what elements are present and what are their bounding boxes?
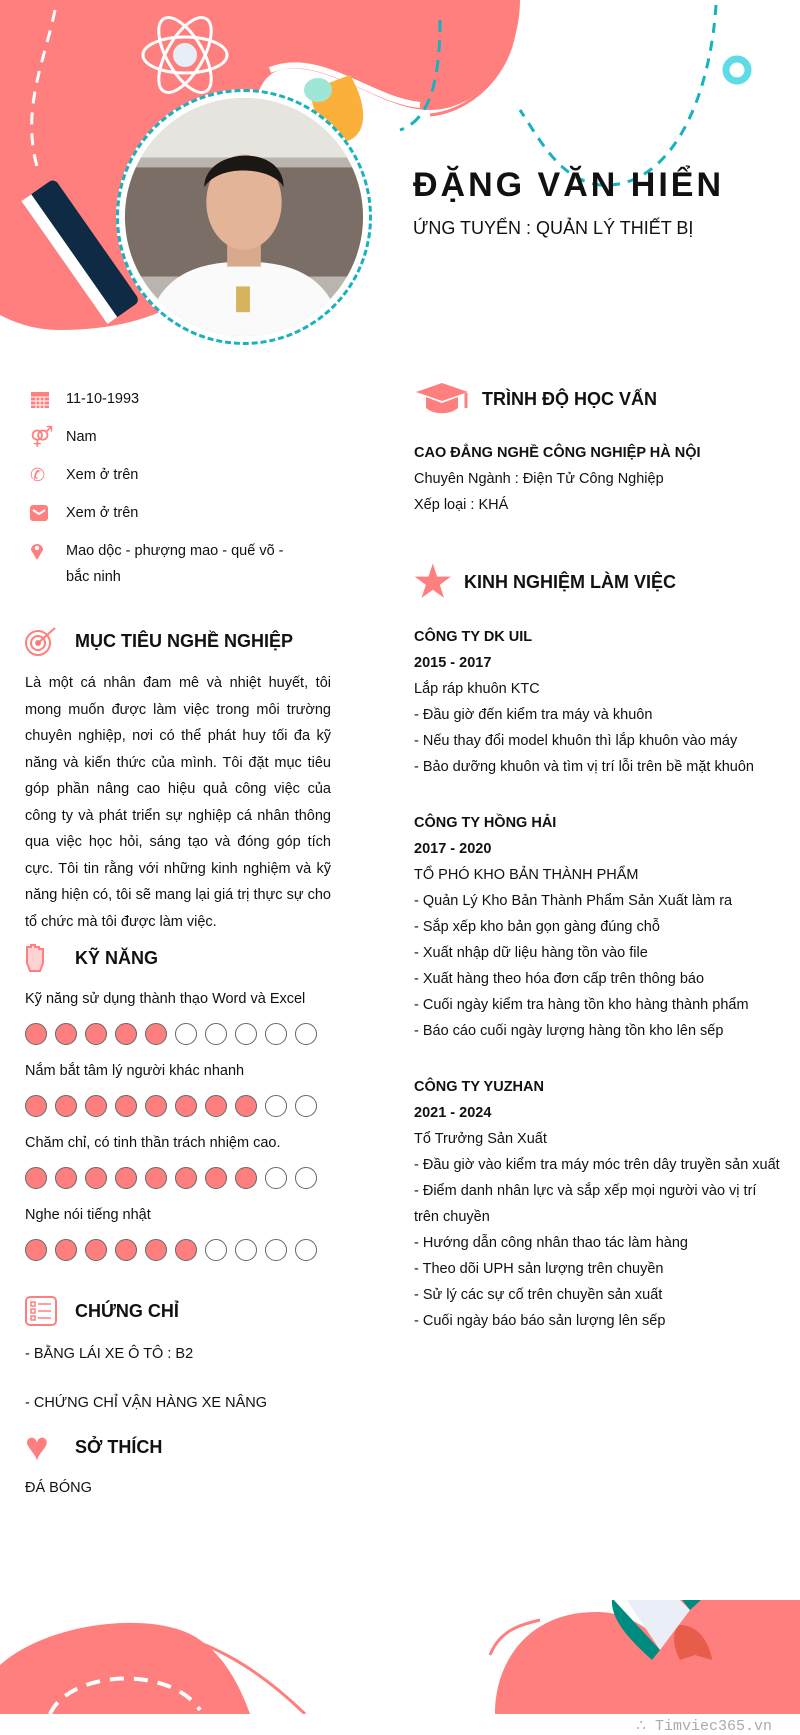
- rating-dot-filled: [55, 1167, 77, 1189]
- section-heading: [25, 626, 331, 656]
- section-heading: [25, 943, 331, 973]
- skill-label: Kỹ năng sử dụng thành thạo Word và Excel: [25, 991, 306, 1007]
- job-duty: - Sử lý các sự cố trên chuyền sản xuất: [414, 1287, 663, 1303]
- heart-icon: ♥: [25, 1425, 49, 1469]
- job-role: TỔ PHÓ KHO BẢN THÀNH PHẨM: [414, 867, 639, 883]
- contact-email: [30, 500, 340, 526]
- contact-text: Nam: [66, 429, 97, 445]
- job-entry: [414, 624, 784, 780]
- rating-dot-filled: [235, 1167, 257, 1189]
- experience-section: [414, 558, 784, 1334]
- certificates-section: [25, 1296, 331, 1411]
- calendar-icon: [30, 386, 66, 412]
- objective-text: Là một cá nhân đam mê và nhiệt huyết, tôi mong muốn được làm việc trong môi trường chuyên nghiệp, nơi có thể phát huy tối đa kỹ năng và kiến thức của mình. Tôi đặt mục tiêu góp phần nâng cao hiệu quả công việc của công ty và phát triển sự nghiệp cá nhân thông qua việc học hỏi, sáng tạo và đóng góp tích cực. Tôi tin rằng với những kinh nghiệm và kỹ năng hiện có, tôi sẽ mang lại giá trị thực sự cho tổ chức mà tôi được làm việc.: [25, 675, 331, 930]
- job-duty: - Đầu giờ vào kiểm tra máy móc trên dây truyền sản xuất: [414, 1157, 780, 1173]
- rating-dot-empty: [235, 1023, 257, 1045]
- rating-dot-empty: [235, 1239, 257, 1261]
- job-duty: - Quản Lý Kho Bản Thành Phẩm Sản Xuất làm ra: [414, 893, 733, 909]
- job-duty: - Đầu giờ đến kiểm tra máy và khuôn: [414, 707, 653, 723]
- gender-icon: ⚤: [30, 426, 54, 448]
- location-icon: [30, 538, 66, 564]
- objective-section: [25, 626, 331, 935]
- company-name: CÔNG TY HỒNG HẢI: [414, 815, 557, 831]
- rating-dot-empty: [205, 1239, 227, 1261]
- rating-dot-empty: [265, 1095, 287, 1117]
- rating-dot-filled: [25, 1095, 47, 1117]
- section-title: SỞ THÍCH: [75, 1436, 163, 1457]
- graduation-cap-icon: [414, 382, 482, 416]
- profile-photo: [116, 89, 372, 345]
- avatar: [125, 98, 363, 336]
- rating-dot-filled: [235, 1095, 257, 1117]
- rating-dot-filled: [85, 1167, 107, 1189]
- checklist-icon: [25, 1296, 75, 1326]
- footer-decoration: [0, 1600, 800, 1714]
- job-duty: - Cuối ngày kiểm tra hàng tồn kho hàng thành phẩm: [414, 997, 749, 1013]
- section-title: TRÌNH ĐỘ HỌC VẤN: [482, 389, 657, 409]
- skills-section: [25, 943, 331, 1261]
- rating-dot-filled: [205, 1167, 227, 1189]
- rating-dot-filled: [25, 1239, 47, 1261]
- contact-address: [30, 538, 340, 590]
- job-role: Tổ Trưởng Sản Xuất: [414, 1131, 547, 1147]
- contact-gender: [30, 424, 340, 450]
- job-period: 2017 - 2020: [414, 841, 492, 857]
- rating-dot-filled: [85, 1023, 107, 1045]
- job-duty: - Xuất hàng theo hóa đơn cấp trên thông báo: [414, 971, 705, 987]
- contact-text: Xem ở trên: [66, 505, 139, 521]
- job-period: 2015 - 2017: [414, 655, 492, 671]
- rating-dot-filled: [115, 1239, 137, 1261]
- school-name: CAO ĐẲNG NGHỀ CÔNG NGHIỆP HÀ NỘI: [414, 445, 701, 461]
- rating-dot-filled: [25, 1023, 47, 1045]
- rating-dot-filled: [55, 1239, 77, 1261]
- job-duty: - Bảo dưỡng khuôn và tìm vị trí lỗi trên bề mặt khuôn: [414, 759, 754, 775]
- skill-rating: [25, 1023, 331, 1045]
- rating-dot-empty: [295, 1095, 317, 1117]
- rating-dot-empty: [265, 1023, 287, 1045]
- job-duty: - Hướng dẫn công nhân thao tác làm hàng: [414, 1235, 688, 1251]
- job-duty: - Điểm danh nhân lực và sắp xếp mọi người vào vị trí trên chuyền: [414, 1183, 757, 1225]
- certificate-item: - BẰNG LÁI XE Ô TÔ : B2: [25, 1346, 194, 1362]
- contact-phone: [30, 462, 340, 488]
- contact-dob: [30, 386, 340, 412]
- rating-dot-filled: [145, 1239, 167, 1261]
- company-name: CÔNG TY YUZHAN: [414, 1079, 544, 1095]
- rating-dot-empty: [295, 1167, 317, 1189]
- company-name: CÔNG TY DK UIL: [414, 629, 533, 645]
- section-title: KINH NGHIỆM LÀM VIỆC: [464, 572, 677, 592]
- applied-position: ỨNG TUYỂN : QUẢN LÝ THIẾT BỊ: [413, 218, 694, 238]
- job-duty: - Nếu thay đổi model khuôn thì lắp khuôn vào máy: [414, 733, 738, 749]
- skill-label: Nghe nói tiếng nhật: [25, 1207, 151, 1223]
- job-duty: - Báo cáo cuối ngày lượng hàng tồn kho lên sếp: [414, 1023, 724, 1039]
- skill-rating: [25, 1239, 331, 1261]
- rating-dot-empty: [175, 1023, 197, 1045]
- rating-dot-empty: [265, 1239, 287, 1261]
- email-icon: [30, 500, 66, 526]
- grade: Xếp loại : KHÁ: [414, 497, 509, 513]
- job-duty: - Xuất nhập dữ liệu hàng tồn vào file: [414, 945, 648, 961]
- rating-dot-empty: [265, 1167, 287, 1189]
- contact-text: 11-10-1993: [66, 391, 140, 407]
- contact-text: Xem ở trên: [66, 467, 139, 483]
- section-title: CHỨNG CHỈ: [75, 1300, 179, 1321]
- section-heading: [25, 1425, 331, 1469]
- job-duty: - Cuối ngày báo báo sản lượng lên sếp: [414, 1313, 666, 1329]
- rating-dot-empty: [295, 1239, 317, 1261]
- skill-rating: [25, 1167, 331, 1189]
- rating-dot-filled: [145, 1095, 167, 1117]
- rating-dot-filled: [175, 1239, 197, 1261]
- rating-dot-filled: [55, 1095, 77, 1117]
- contact-text: Mao dộc - phượng mao - quế võ - bắc ninh: [66, 543, 284, 585]
- rating-dot-filled: [55, 1023, 77, 1045]
- job-duty: - Sắp xếp kho bản gọn gàng đúng chỗ: [414, 919, 660, 935]
- rating-dot-filled: [85, 1095, 107, 1117]
- job-entry: [414, 810, 784, 1044]
- section-title: MỤC TIÊU NGHỀ NGHIỆP: [75, 630, 294, 651]
- section-title: KỸ NĂNG: [75, 947, 159, 968]
- rating-dot-filled: [25, 1167, 47, 1189]
- rating-dot-filled: [115, 1095, 137, 1117]
- rating-dot-filled: [115, 1023, 137, 1045]
- rating-dot-filled: [205, 1095, 227, 1117]
- rating-dot-empty: [205, 1023, 227, 1045]
- job-period: 2021 - 2024: [414, 1105, 492, 1121]
- watermark: ∴ Timviec365.vn: [636, 1718, 772, 1735]
- job-role: Lắp ráp khuôn KTC: [414, 681, 540, 697]
- rating-dot-filled: [175, 1167, 197, 1189]
- rating-dot-filled: [115, 1167, 137, 1189]
- skill-label: Chăm chỉ, có tinh thần trách nhiệm cao.: [25, 1135, 281, 1151]
- skill-label: Nắm bắt tâm lý người khác nhanh: [25, 1063, 245, 1079]
- hand-icon: [25, 943, 75, 973]
- section-heading: [414, 558, 784, 605]
- phone-icon: ✆: [30, 465, 46, 485]
- rating-dot-empty: [295, 1023, 317, 1045]
- rating-dot-filled: [145, 1023, 167, 1045]
- hobby-item: ĐÁ BÓNG: [25, 1480, 92, 1496]
- rating-dot-filled: [175, 1095, 197, 1117]
- section-heading: [25, 1296, 331, 1326]
- skill-rating: [25, 1095, 331, 1117]
- rating-dot-filled: [145, 1167, 167, 1189]
- contact-info: [30, 386, 340, 602]
- section-heading: [414, 382, 784, 416]
- hobbies-section: [25, 1425, 331, 1496]
- job-entry: [414, 1074, 784, 1334]
- star-icon: ★: [414, 558, 452, 605]
- education-section: [414, 382, 784, 518]
- target-icon: [25, 626, 75, 656]
- certificate-item: - CHỨNG CHỈ VẬN HÀNG XE NÂNG: [25, 1395, 267, 1411]
- major: Chuyên Ngành : Điện Tử Công Nghiệp: [414, 471, 664, 487]
- job-duty: - Theo dõi UPH sản lượng trên chuyền: [414, 1261, 664, 1277]
- candidate-name: ĐẶNG VĂN HIỂN: [413, 166, 725, 204]
- rating-dot-filled: [85, 1239, 107, 1261]
